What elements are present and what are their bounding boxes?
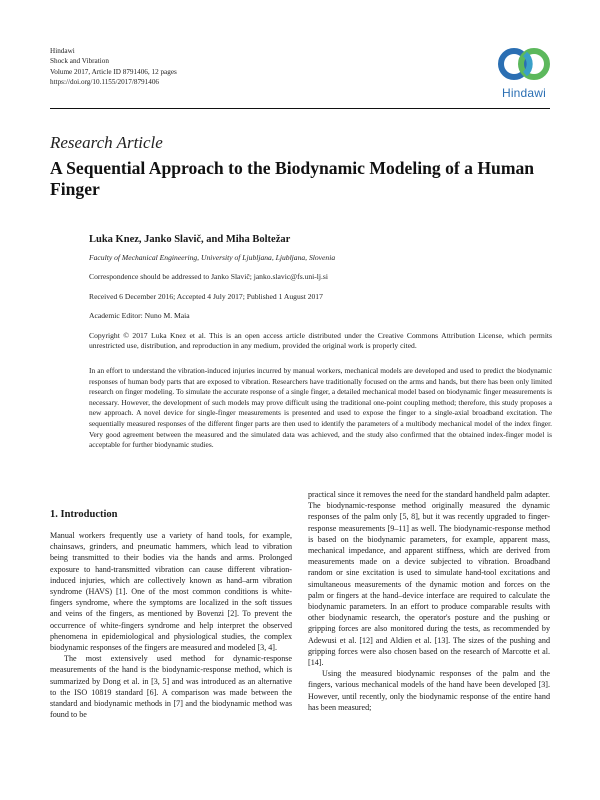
publication-dates: Received 6 December 2016; Accepted 4 July 2017; Published 1 August 2017 [89,292,323,301]
left-column [50,509,292,720]
journal-name: Shock and Vibration [50,57,109,66]
publisher-name: Hindawi [50,47,75,55]
paragraph: Using the measured biodynamic responses of the palm and the fingers, various mechanical models of the hand have been developed [3]. However, until recently, only the biodynamic response of the entire hand has been measured; [308,669,550,712]
header-rule [50,108,550,109]
doi-link[interactable]: https://doi.org/10.1155/2017/8791406 [50,78,160,87]
paragraph: Manual workers frequently use a variety of hand tools, for example, chainsaws, grinders, and pneumatic hammers, which lead to vibration being transmitted to their bodies via the hands and arms. Prolonged exposure to hand-transmitted vibration can cause different vibration-induced injuries, which are collectively known as hand–arm vibration syndrome (HAVS) [1]. One of the most common conditions is white-fingers syndrome, where the symptoms are localized in the soft tissues and veins of the fingers, as mentioned by Bovenzi [2]. To prevent the occurrence of white-fingers syndrome and help interpret the observed phenomena in epidemiological and physiological studies, the complex biodynamic responses of the fingers are measured and modeled [3, 4]. [50,531,292,653]
logo-text: Hindawi [501,86,547,100]
paragraph: practical since it removes the need for the standard handheld palm adapter. The biodynamic-response method originally measured the dynamic responses of the palm only [5, 8], but it was recently upgraded to finger-response measurements [9–11] as well. The biodynamic-response method is based on the biodynamic parameters, for example, apparent mass, mechanical impedance, and apparent stiffness, which are derived from measurements made on a device subjected to vibration. Broadband random or sine excitation is used to simulate hand-tool excitations and simultaneous measurements of the dynamic motion and forces on the palm or fingers at the hand–device interface are required to calculate the biodynamic parameters. In an effort to produce comparable results with other biodynamic research, the operator's posture and the pushing or gripping forces are also monitored during the tests, as recommended by Adewusi et al. [12] and Aldien et al. [13]. The sizes of the pushing and gripping forces were also chosen based on the research of Marcotte et al. [14]. [308,490,550,668]
journal-info [50,46,177,88]
correspondence: Correspondence should be addressed to Janko Slavič; janko.slavic@fs.uni-lj.si [89,272,328,281]
article-title: A Sequential Approach to the Biodynamic Modeling of a Human Finger [50,158,535,199]
article-type: Research Article [50,133,163,152]
copyright-notice: Copyright © 2017 Luka Knez et al. This is an open access article distributed under the Creative Commons Attribution License, which permits unrestricted use, distribution, and reproduction in any medium, provided the original work is properly cited. [89,331,552,351]
paragraph: The most extensively used method for dynamic-response measurements of the hand is the biodynamic-response method, which is summarized by Dong et al. in [3, 5] and was introduced as an alternative to the ISO 10819 standard [6]. A comparison was made between the standard and biodynamic methods in [7] and the biodynamic method was found to be [50,654,292,720]
affiliation: Faculty of Mechanical Engineering, University of Ljubljana, Ljubljana, Slovenia [89,253,336,262]
hindawi-logo-icon [492,44,556,84]
volume-line: Volume 2017, Article ID 8791406, 12 pages [50,67,177,76]
section-heading: 1. Introduction [50,509,118,520]
academic-editor: Academic Editor: Nuno M. Maia [89,311,190,320]
abstract: In an effort to understand the vibration-induced injuries incurred by manual workers, mechanical models are developed and used to predict the biodynamic responses of human body parts that are exposed to vibration. Researchers have traditionally focused on the arms and hands, but there has been only limited research on finger modeling. To simulate the accurate response of a single finger, a detailed mechanical model based on biodynamic finger measurements is necessary. However, the development of such models may prove difficult using the traditional one-point coupling method; therefore, this study proposes a new approach. A novel device for single-finger measurements is presented and used to expose the finger to a single-axial broadband excitation. The sequentially measured responses of the different finger parts are then used to identify the parameters of a multibody mechanical model of the index finger. Very good agreement between the measured and the simulated data was achieved, and the study also confirmed that the obtained index-finger model is acceptable for further biodynamic studies. [89,366,552,450]
author-list: Luka Knez, Janko Slavič, and Miha Boltežar [89,234,291,245]
hindawi-logo [492,44,556,100]
right-column [308,489,550,713]
